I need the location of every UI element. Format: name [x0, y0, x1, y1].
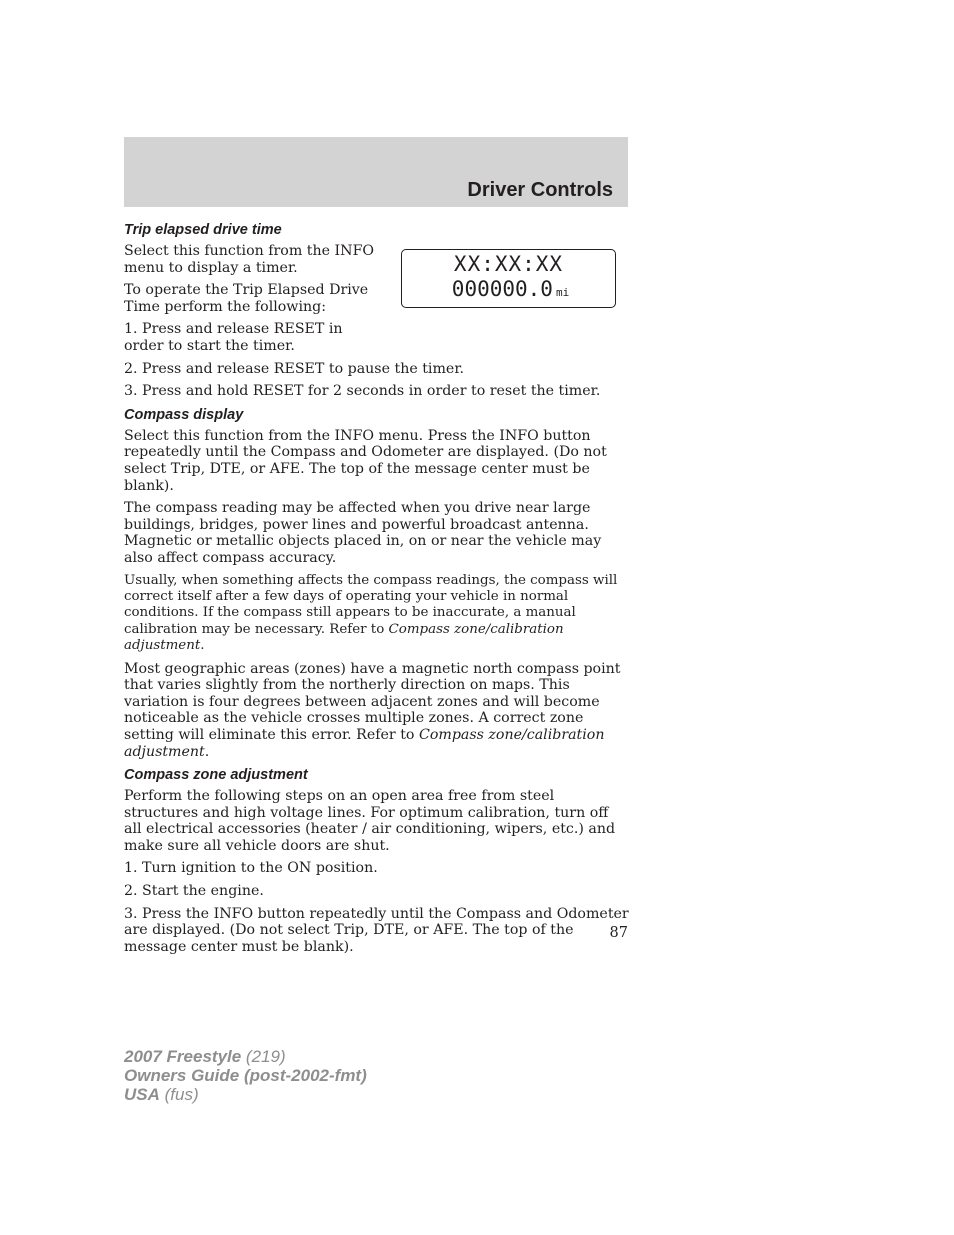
footer-guide: Owners Guide (post-2002-fmt) — [124, 1066, 367, 1085]
header-band — [124, 137, 628, 207]
compass-p3-text: Usually, when something affects the compass readings, the compass will correct itself after a few days of operating your vehicle in normal conditions. If the compass still appears to be inaccurate, a manual calibration may be necessary. Refer to — [124, 572, 618, 637]
zone-paragraph-1: Perform the following steps on an open area free from steel structures and high voltage lines. For optimum calibration, turn off all electrical accessories (heater / air conditioning, wipers, etc.) and make sure all vehicle doors are shut. — [124, 788, 616, 854]
zone-step-1: 1. Turn ignition to the ON position. — [124, 860, 378, 877]
footer-line-1 — [124, 1047, 367, 1066]
timer-readout: XX:XX:XX — [453, 252, 564, 276]
page-title: Driver Controls — [467, 179, 613, 201]
footer-line-2 — [124, 1066, 367, 1085]
message-center-display — [401, 249, 616, 308]
zone-step-2: 2. Start the engine. — [124, 883, 264, 900]
compass-p3-period: . — [200, 638, 205, 654]
trip-heading: Trip elapsed drive time — [124, 222, 282, 238]
footer-market-code: (fus) — [159, 1085, 199, 1104]
page-number: 87 — [609, 925, 628, 941]
footer-line-3 — [124, 1085, 367, 1104]
trip-step-2: 2. Press and release RESET to pause the timer. — [124, 360, 465, 377]
compass-paragraph-2: The compass reading may be affected when you drive near large buildings, bridges, power lines and powerful broadcast antenna. Magnetic or metallic objects placed in, on or near the vehicle may also affect compass accuracy. — [124, 500, 602, 566]
trip-step-3: 3. Press and hold RESET for 2 seconds in order to reset the timer. — [124, 383, 601, 400]
zone-step-3: 3. Press the INFO button repeatedly until the Compass and Odometer are displayed. (Do not select Trip, DTE, or AFE. The top of the message center must be blank). — [124, 905, 629, 955]
compass-paragraph-3 — [124, 573, 629, 655]
trip-section — [124, 221, 629, 355]
odometer-value: 000000.0 — [451, 277, 553, 301]
compass-p4-text: Most geographic areas (zones) have a magnetic north compass point that varies slightly from the northerly direction on maps. This variation is four degrees between adjacent zones and will become noticeable as the vehicle crosses multiple zones. A correct zone setting will eliminate this error. Refer to — [124, 660, 621, 743]
compass-p4-reference: Compass zone/calibration adjustment — [124, 726, 605, 760]
document-footer — [124, 1047, 367, 1104]
odometer-readout — [404, 277, 617, 302]
compass-paragraph-1: Select this function from the INFO menu. Press the INFO button repeatedly until the Compass and Odometer are displayed. (Do not select Trip, DTE, or AFE. The top of the message center must be blank). — [124, 427, 607, 494]
odometer-unit: mi — [555, 286, 570, 299]
zone-heading: Compass zone adjustment — [124, 767, 308, 784]
compass-heading: Compass display — [124, 406, 244, 423]
page-content — [124, 221, 629, 961]
trip-step-1: 1. Press and release RESET in order to start the timer. — [124, 321, 343, 354]
compass-p4-period: . — [204, 743, 210, 760]
trip-paragraph-1: Select this function from the INFO menu to display a timer. — [124, 243, 375, 276]
compass-paragraph-4 — [124, 661, 629, 761]
compass-p3-reference: Compass zone/calibration adjustment — [124, 621, 564, 654]
footer-model: 2007 Freestyle — [124, 1047, 242, 1066]
footer-model-code: (219) — [241, 1047, 286, 1066]
trip-paragraph-2: To operate the Trip Elapsed Drive Time perform the following: — [124, 282, 369, 315]
footer-market: USA — [124, 1085, 160, 1104]
